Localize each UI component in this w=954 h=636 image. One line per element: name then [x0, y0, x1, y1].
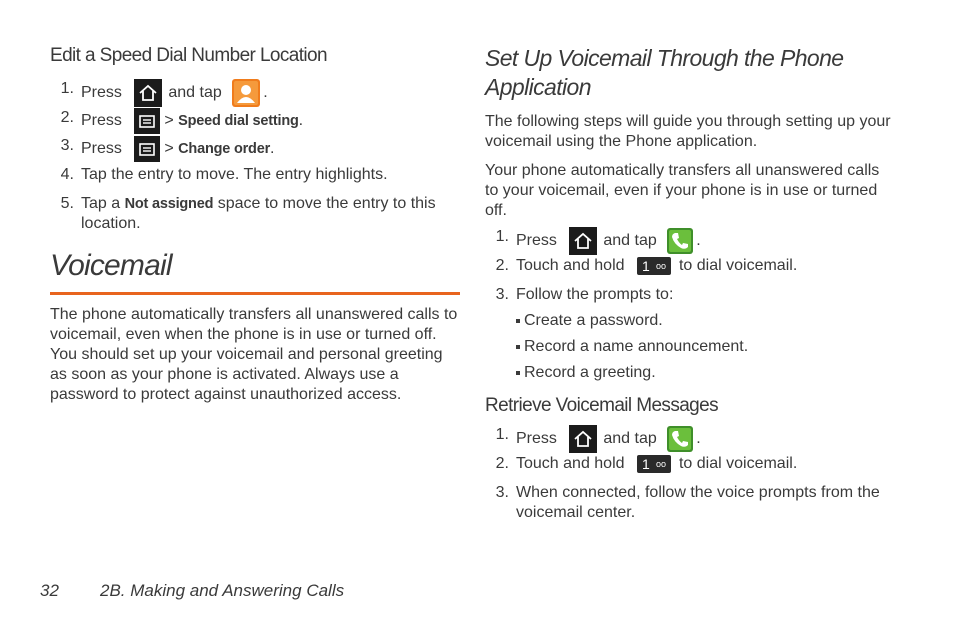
bullet-item: Record a greeting. — [485, 363, 895, 383]
page-footer — [40, 581, 344, 601]
home-key-icon — [569, 227, 597, 255]
list-item: 1. Press and tap . — [485, 227, 895, 256]
list-item: 3. Follow the prompts to: — [495, 286, 674, 303]
bullet-item: Create a password. — [485, 311, 895, 337]
retrieve-voicemail-heading: Retrieve Voicemail Messages — [485, 395, 719, 416]
setup-paragraph-1: The following steps will guide you through setting up your voicemail using the Phone application. — [485, 113, 891, 150]
list-item: 1. Press and tap . — [50, 79, 460, 108]
list-item: 2. Touch and hold 1 oo to dial voicemail. — [495, 257, 798, 274]
menu-key-icon — [134, 136, 160, 162]
list-item: 3. Press > Change order. — [50, 136, 460, 165]
phone-app-icon — [667, 426, 693, 452]
bullet-item: Record a name announcement. — [485, 337, 895, 363]
voicemail-title: Voicemail — [50, 249, 172, 282]
chapter-title: 2B. Making and Answering Calls — [100, 581, 345, 600]
list-item: 5. Tap a Not assigned space to move the entry to this location. — [60, 195, 436, 232]
bullet-square-icon — [516, 319, 520, 323]
bullet-square-icon — [516, 345, 520, 349]
list-item: 1. Press and tap . — [485, 425, 895, 454]
voicemail-intro-paragraph: The phone automatically transfers all unanswered calls to voicemail, even when the phone is in use or turned off. You should set up your voicemail and personal greeting as soon as your phone is activated. Always use a password to protect against unauthorized access. — [50, 306, 458, 403]
home-key-icon — [569, 425, 597, 453]
phone-app-icon — [667, 228, 693, 254]
setup-paragraph-2: Your phone automatically transfers all unanswered calls to your voicemail, even if your phone is in use or turned off. — [485, 162, 880, 219]
edit-speed-dial-heading: Edit a Speed Dial Number Location — [50, 45, 327, 66]
home-key-icon — [134, 79, 162, 107]
left-column — [50, 44, 460, 405]
list-item: 4. Tap the entry to move. The entry highlights. — [60, 166, 388, 183]
one-key-icon: 1 oo — [637, 455, 671, 473]
menu-key-icon — [134, 108, 160, 134]
setup-voicemail-heading: Set Up Voicemail Through the Phone Application — [485, 45, 844, 100]
list-item: 3. When connected, follow the voice prompts from the voicemail center. — [495, 484, 880, 521]
one-key-icon: 1 oo — [637, 257, 671, 275]
section-divider — [50, 292, 460, 295]
bullet-square-icon — [516, 371, 520, 375]
list-item: 2. Press > Speed dial setting. — [50, 108, 460, 136]
list-item: 2. Touch and hold 1 oo to dial voicemail. — [495, 455, 798, 472]
contacts-icon — [232, 79, 260, 107]
right-column — [485, 44, 895, 523]
page-number: 32 — [40, 581, 59, 600]
